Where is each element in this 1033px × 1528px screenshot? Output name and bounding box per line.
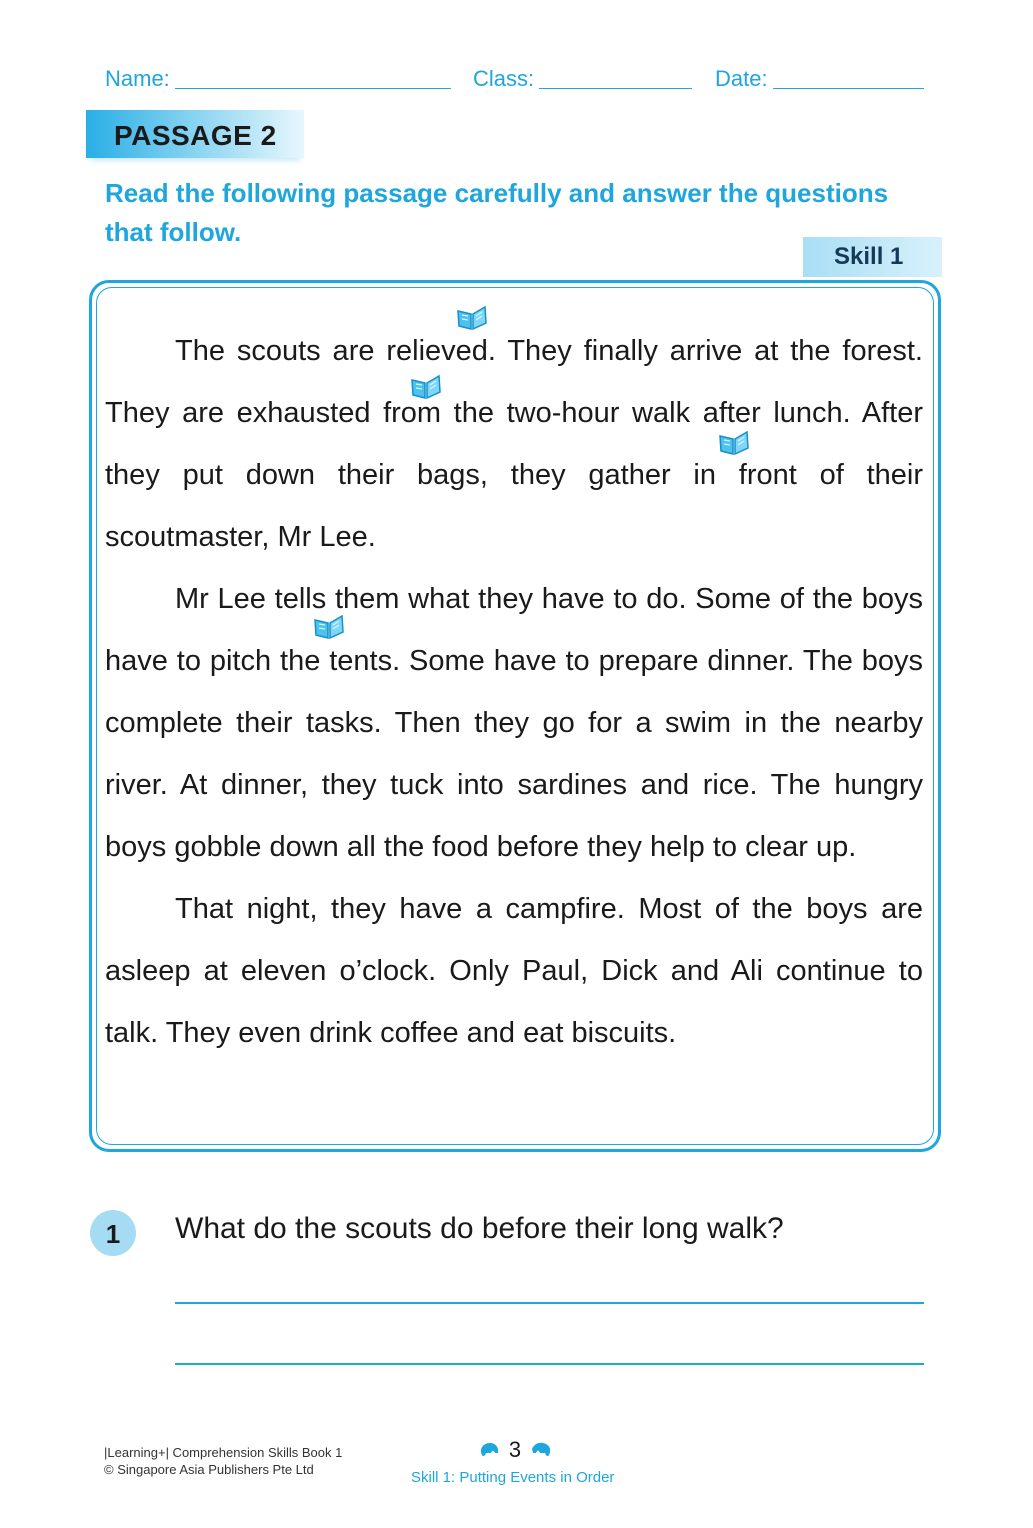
footer-credits (104, 1444, 342, 1478)
book-icon[interactable] (718, 430, 750, 456)
book-title: |Learning+| Comprehension Skills Book 1 (104, 1445, 343, 1460)
passage-title-tab (86, 110, 304, 158)
date-field[interactable] (773, 88, 924, 89)
book-icon[interactable] (456, 305, 488, 331)
instructions: Read the following passage carefully and answer the questions that follow. (105, 178, 889, 247)
elephant-icon (530, 1441, 552, 1459)
class-label: Class: (473, 66, 535, 91)
page-number-value: 3 (508, 1437, 522, 1462)
student-info-header (105, 64, 925, 94)
paragraph-1: The scouts are relieved. They finally arrive at the forest. They are exhausted from the two-hour walk after lunch. After they put down their bags, they gather in front of their scoutmaster, Mr Lee. (105, 335, 923, 553)
class-field[interactable] (539, 88, 692, 89)
answer-line-2[interactable] (175, 1363, 924, 1365)
answer-line-1[interactable] (175, 1302, 924, 1304)
name-field[interactable] (175, 88, 451, 89)
name-label: Name: (105, 66, 170, 91)
page-number (476, 1437, 554, 1463)
skill-tab (803, 237, 942, 277)
elephant-icon (478, 1441, 500, 1459)
date-label: Date: (715, 66, 768, 91)
question-text: What do the scouts do before their long walk? (175, 1212, 784, 1245)
paragraph-2: Mr Lee tells them what they have to do. Some of the boys have to pitch the tents. Some have to prepare dinner. The boys complete their tasks. Then they go for a swim in the nearby river. At dinner, they tuck into sardines and rice. The hungry boys gobble down all the food before they help to clear up. (105, 583, 923, 863)
passage-text (105, 320, 923, 1064)
book-icon[interactable] (313, 614, 345, 640)
book-icon[interactable] (410, 374, 442, 400)
passage-title: PASSAGE 2 (114, 120, 277, 151)
footer-skill-name: Skill 1: Putting Events in Order (411, 1469, 615, 1486)
paragraph-3: That night, they have a campfire. Most of the boys are asleep at eleven o’clock. Only Paul, Dick and Ali continue to talk. They even drink coffee and eat biscuits. (105, 893, 923, 1049)
copyright: © Singapore Asia Publishers Pte Ltd (104, 1462, 314, 1477)
skill-label: Skill 1 (834, 243, 904, 270)
question-number-badge: 1 (90, 1210, 136, 1256)
